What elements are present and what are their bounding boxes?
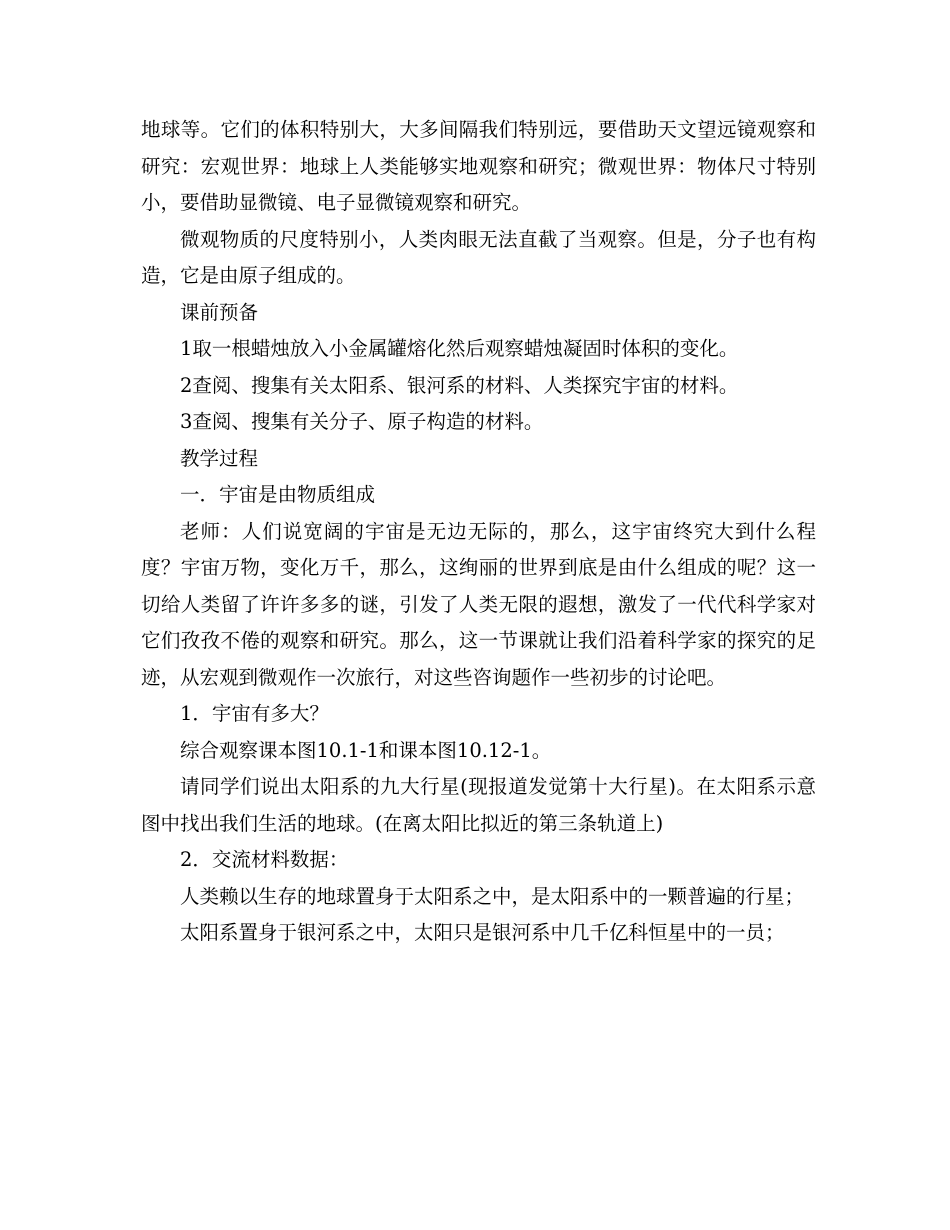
paragraph: 地球等。它们的体积特别大，大多间隔我们特别远，要借助天文望远镜观察和研究：宏观世界：地球上人类能够实地观察和研究；微观世界：物体尺寸特别小，要借助显微镜、电子显微镜观察和研究。	[141, 118, 816, 214]
section-heading: 教学过程	[180, 446, 259, 470]
paragraph: 综合观察课本图10.1-1和课本图10.12-1。	[180, 738, 552, 762]
paragraph: 人类赖以生存的地球置身于太阳系之中，是太阳系中的一颗普遍的行星；	[180, 884, 805, 908]
section-heading: 课前预备	[180, 300, 259, 324]
list-item: 3查阅、搜集有关分子、原子构造的材料。	[180, 410, 544, 433]
subsection-heading: 1．宇宙有多大？	[180, 702, 329, 725]
document-page	[141, 112, 816, 952]
subsection-heading: 一．宇宙是由物质组成	[180, 483, 376, 506]
paragraph: 微观物质的尺度特别小，人类肉眼无法直截了当观察。但是，分子也有构造，它是由原子组成的。	[141, 227, 816, 287]
paragraph: 老师：人们说宽阔的宇宙是无边无际的，那么，这宇宙终究大到什么程度？宇宙万物，变化万千，那么，这绚丽的世界到底是由什么组成的呢？这一切给人类留了许许多多的谜，引发了人类无限的遐想，激发了一代代科学家对它们孜孜不倦的观察和研究。那么，这一节课就让我们沿着科学家的探究的足迹，从宏观到微观作一次旅行，对这些咨询题作一些初步的讨论吧。	[141, 519, 816, 689]
paragraph: 太阳系置身于银河系之中，太阳只是银河系中几千亿科恒星中的一员；	[180, 921, 785, 944]
paragraph: 请同学们说出太阳系的九大行星(现报道发觉第十大行星)。在太阳系示意图中找出我们生活的地球。(在离太阳比拟近的第三条轨道上)	[141, 775, 816, 835]
list-item: 2查阅、搜集有关太阳系、银河系的材料、人类探究宇宙的材料。	[180, 373, 739, 397]
subsection-heading: 2．交流材料数据：	[180, 848, 349, 871]
list-item: 1取一根蜡烛放入小金属罐熔化然后观察蜡烛凝固时体积的变化。	[180, 337, 739, 360]
